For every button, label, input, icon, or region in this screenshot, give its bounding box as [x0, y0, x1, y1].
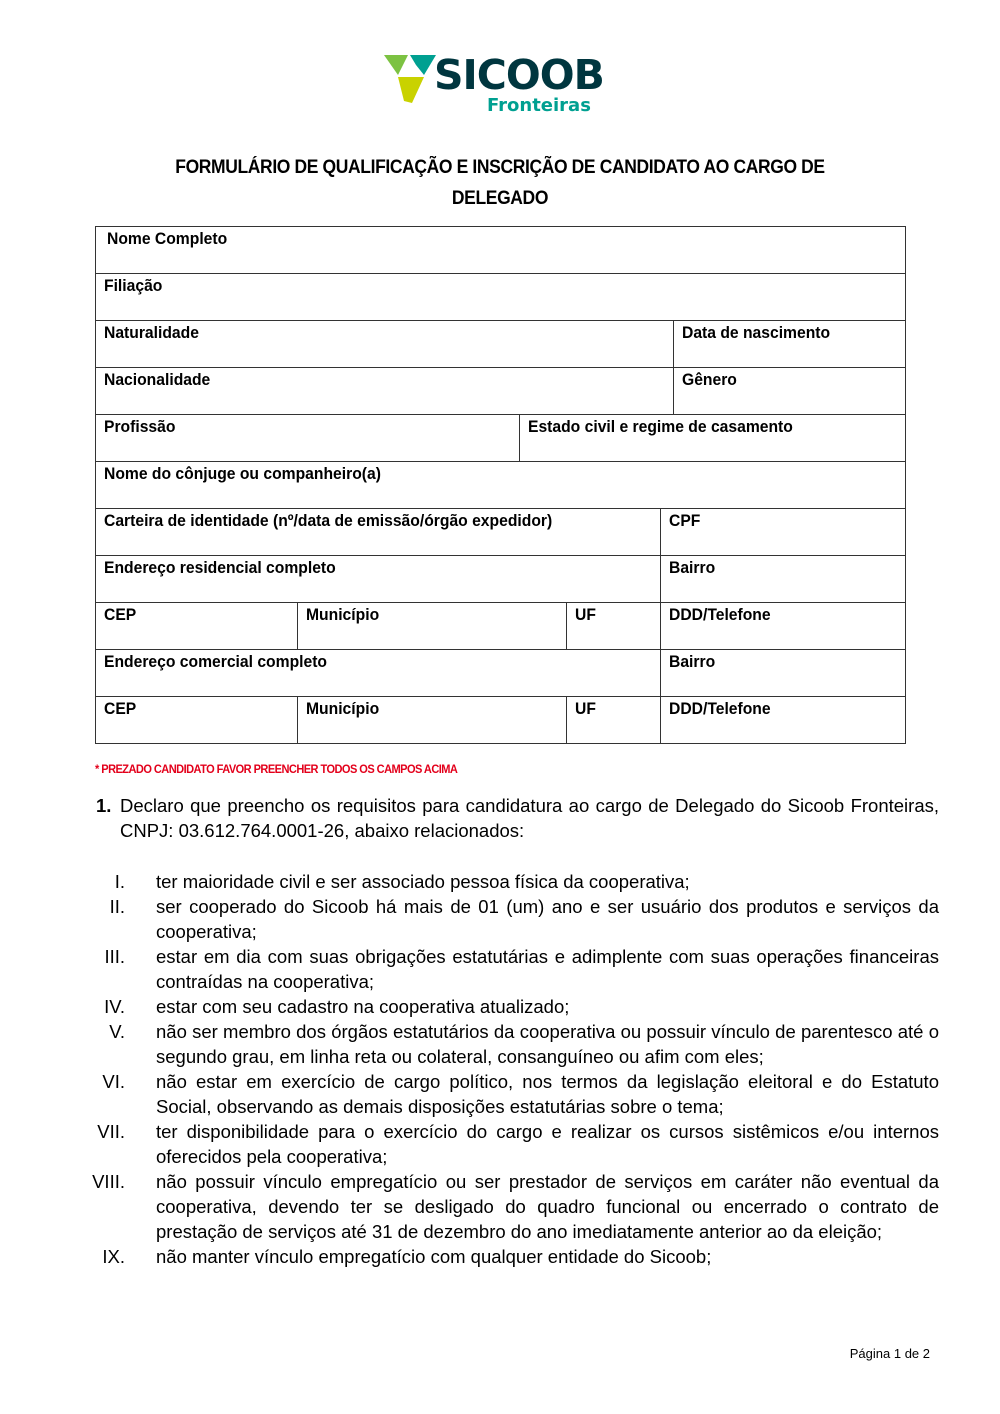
requirement-item: [80, 1119, 939, 1169]
fill-all-fields-notice: * PREZADO CANDIDATO FAVOR PREENCHER TODOS OS CAMPOS ACIMA: [95, 762, 458, 776]
requirement-item: [80, 1169, 939, 1244]
nome-completo-field[interactable]: [96, 227, 906, 274]
data-nascimento-field[interactable]: [674, 321, 906, 368]
bairro-residencial-field[interactable]: [661, 556, 906, 603]
candidate-form-table: [95, 226, 906, 744]
declaration-number: 1.: [96, 795, 112, 816]
title-line-1: FORMULÁRIO DE QUALIFICAÇÃO E INSCRIÇÃO DE CANDIDATO AO CARGO DE: [175, 157, 825, 178]
requirement-numeral: VI.: [102, 1071, 125, 1092]
cep-residencial-label: CEP: [104, 606, 137, 624]
uf-residencial-field[interactable]: [567, 603, 661, 650]
requirement-text: estar em dia com suas obrigações estatutárias e adimplente com suas operações financeiras contraídas na cooperativa;: [156, 946, 939, 992]
cpf-label: CPF: [669, 512, 701, 530]
data-nascimento-label: Data de nascimento: [682, 324, 831, 342]
requirement-text: não estar em exercício de cargo político, nos termos da legislação eleitoral e do Estatuto Social, observando as demais disposições estatutárias sobre o tema;: [156, 1071, 939, 1117]
page-number: Página 1 de 2: [849, 1346, 930, 1361]
requirement-numeral: IV.: [104, 996, 125, 1017]
form-row: [96, 603, 906, 650]
bairro-comercial-field[interactable]: [661, 650, 906, 697]
profissao-label: Profissão: [104, 418, 176, 436]
logo-subtitle: Fronteiras: [487, 95, 591, 116]
requirement-text: ter disponibilidade para o exercício do cargo e realizar os cursos sistêmicos e/ou internos oferecidos pela cooperativa;: [156, 1121, 939, 1167]
telefone-residencial-label: DDD/Telefone: [669, 606, 771, 624]
requirement-text: não ser membro dos órgãos estatutários da cooperativa ou possuir vínculo de parentesco até o segundo grau, em linha reta ou colateral, consanguíneo ou afim com eles;: [156, 1021, 939, 1067]
endereco-residencial-field[interactable]: [96, 556, 661, 603]
form-row: [96, 462, 906, 509]
telefone-comercial-field[interactable]: [661, 697, 906, 744]
sicoob-triangle-icon: [384, 55, 436, 103]
requirement-item: [80, 869, 939, 894]
requirement-item: [80, 944, 939, 994]
requirement-numeral: VIII.: [92, 1171, 125, 1192]
bairro-comercial-label: Bairro: [669, 653, 716, 671]
telefone-residencial-field[interactable]: [661, 603, 906, 650]
naturalidade-field[interactable]: [96, 321, 674, 368]
requirement-item: [80, 1069, 939, 1119]
uf-residencial-label: UF: [575, 606, 596, 624]
requirement-item: [80, 1019, 939, 1069]
cep-comercial-label: CEP: [104, 700, 137, 718]
requirement-item: [80, 1244, 939, 1269]
form-row: [96, 368, 906, 415]
endereco-comercial-label: Endereço comercial completo: [104, 653, 328, 671]
naturalidade-label: Naturalidade: [104, 324, 199, 342]
title-line-2: DELEGADO: [451, 188, 549, 209]
form-row: [96, 321, 906, 368]
filiacao-label: Filiação: [104, 277, 163, 295]
conjuge-label: Nome do cônjuge ou companheiro(a): [104, 465, 381, 483]
municipio-residencial-label: Município: [306, 606, 380, 624]
municipio-residencial-field[interactable]: [298, 603, 567, 650]
page-title: [123, 152, 877, 214]
estado-civil-label: Estado civil e regime de casamento: [528, 418, 793, 436]
nome-completo-label: Nome Completo: [107, 230, 228, 248]
identidade-field[interactable]: [96, 509, 661, 556]
nacionalidade-label: Nacionalidade: [104, 371, 211, 389]
bairro-residencial-label: Bairro: [669, 559, 716, 577]
conjuge-field[interactable]: [96, 462, 906, 509]
form-row: [96, 274, 906, 321]
form-row: [96, 556, 906, 603]
identidade-label: Carteira de identidade (nº/data de emissão/órgão expedidor): [104, 512, 553, 530]
requirement-text: ter maioridade civil e ser associado pessoa física da cooperativa;: [156, 871, 690, 892]
requirement-text: estar com seu cadastro na cooperativa atualizado;: [156, 996, 570, 1017]
requirement-numeral: III.: [104, 946, 125, 967]
sicoob-logo: [384, 51, 604, 120]
requirement-text: não manter vínculo empregatício com qualquer entidade do Sicoob;: [156, 1246, 712, 1267]
requirement-text: ser cooperado do Sicoob há mais de 01 (um) ano e ser usuário dos produtos e serviços da cooperativa;: [156, 896, 939, 942]
form-row: [96, 650, 906, 697]
form-row: [96, 227, 906, 274]
genero-label: Gênero: [682, 371, 737, 389]
profissao-field[interactable]: [96, 415, 520, 462]
requirement-numeral: IX.: [102, 1246, 125, 1267]
form-row: [96, 509, 906, 556]
declaration: [96, 793, 939, 843]
logo-wordmark: SICOOB: [434, 51, 604, 99]
cep-comercial-field[interactable]: [96, 697, 298, 744]
endereco-comercial-field[interactable]: [96, 650, 661, 697]
requirement-numeral: II.: [109, 896, 125, 917]
logo-yellow-shape: [398, 77, 424, 103]
nacionalidade-field[interactable]: [96, 368, 674, 415]
municipio-comercial-field[interactable]: [298, 697, 567, 744]
requirements-list: [80, 869, 939, 1269]
uf-comercial-field[interactable]: [567, 697, 661, 744]
declaration-text: Declaro que preencho os requisitos para candidatura ao cargo de Delegado do Sicoob Fronteiras, CNPJ: 03.612.764.0001-26, abaixo relacionados:: [120, 795, 939, 841]
telefone-comercial-label: DDD/Telefone: [669, 700, 771, 718]
requirement-numeral: VII.: [97, 1121, 125, 1142]
requirement-numeral: I.: [114, 871, 125, 892]
filiacao-field[interactable]: [96, 274, 906, 321]
requirement-numeral: V.: [109, 1021, 125, 1042]
form-row: [96, 415, 906, 462]
endereco-residencial-label: Endereço residencial completo: [104, 559, 336, 577]
estado-civil-field[interactable]: [520, 415, 906, 462]
cpf-field[interactable]: [661, 509, 906, 556]
uf-comercial-label: UF: [575, 700, 596, 718]
cep-residencial-field[interactable]: [96, 603, 298, 650]
municipio-comercial-label: Município: [306, 700, 380, 718]
requirement-text: não possuir vínculo empregatício ou ser prestador de serviços em caráter não eventual da cooperativa, devendo ter se desligado do quadro funcional ou encerrado o contrato de prestação de serviços até 31 de dezembro do ano imediatamente anterior ao da eleição;: [156, 1171, 939, 1242]
requirement-item: [80, 894, 939, 944]
form-row: [96, 697, 906, 744]
requirement-item: [80, 994, 939, 1019]
genero-field[interactable]: [674, 368, 906, 415]
